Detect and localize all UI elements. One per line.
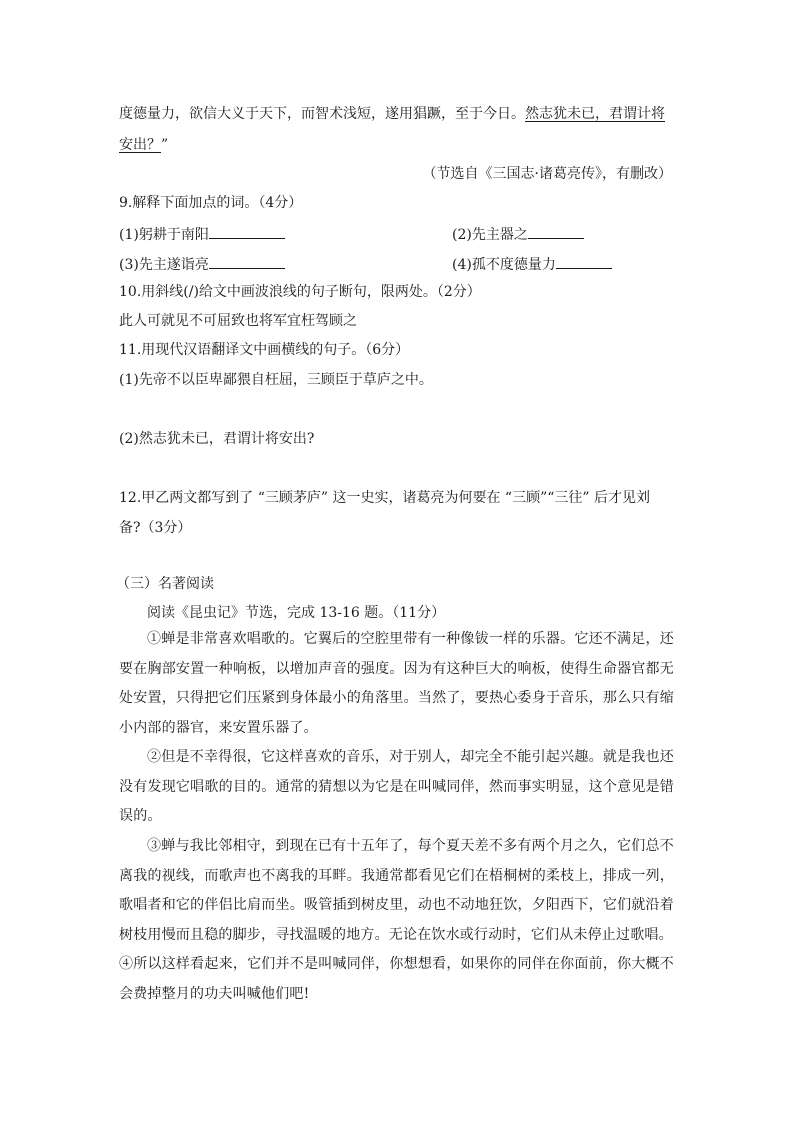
answer-blank[interactable] bbox=[209, 224, 285, 239]
q9-item-label: (2)先主器之 bbox=[452, 227, 528, 243]
underlined-sentence-end: 安出？ bbox=[119, 137, 161, 153]
answer-blank[interactable] bbox=[528, 224, 584, 239]
q12-line-1: 12.甲乙两文都写到了 “三顾茅庐” 这一史实，诸葛亮为何要在 “三顾”“三往” 后才见刘 bbox=[119, 490, 651, 506]
q11-item-2: (2)然志犹未已，君谓计将安出? bbox=[119, 431, 315, 447]
q9-item-label: (1)躬耕于南阳 bbox=[119, 227, 209, 243]
answer-blank[interactable] bbox=[209, 254, 285, 269]
q9-item-label: (3)先主遂诣亮 bbox=[119, 257, 209, 273]
answer-blank[interactable] bbox=[556, 254, 612, 269]
section-3-title: （三）名著阅读 bbox=[116, 576, 214, 592]
q9-item-2 bbox=[452, 224, 584, 245]
reading-paragraph-1: ①蝉是非常喜欢唱歌的。它翼后的空腔里带有一种像钹一样的乐器。它还不满足，还要在胸部安置一种响板，以增加声音的强度。因为有这种巨大的响板，使得生命器官都无处安置，只得把它们压紧到身体最小的角落里。当然了，要热心委身于音乐，那么只有缩小内部的器官，来安置乐器了。 bbox=[119, 631, 674, 736]
reading-paragraph-4: ④所以这样看起来，它们并不是叫喊同伴，你想想看，如果你的同伴在你面前，你大概不会费掉整月的功夫叫喊他们吧! bbox=[119, 956, 674, 1002]
q9-item-1 bbox=[119, 224, 285, 245]
q9-item-label: (4)孤不度德量力 bbox=[452, 257, 556, 273]
passage-text: 度德量力，欲信大义于天下，而智术浅短，遂用猖蹶，至于今日。 bbox=[119, 106, 525, 122]
q9-title: 9.解释下面加点的词。（4分） bbox=[119, 195, 303, 211]
q9-item-4 bbox=[452, 254, 612, 275]
q11-title: 11.用现代汉语翻译文中画横线的句子。（6分） bbox=[119, 342, 410, 358]
underlined-sentence: 然志犹未已，君谓计将 bbox=[525, 106, 665, 122]
closing-quote: ” bbox=[161, 137, 169, 153]
q9-item-3 bbox=[119, 254, 285, 275]
source-note: （节选自《三国志·诸葛亮传》，有删改） bbox=[422, 166, 672, 182]
q10-title: 10.用斜线(/)给文中画波浪线的句子断句，限两处。（2分） bbox=[119, 284, 481, 300]
section-3-instruction: 阅读《昆虫记》节选，完成 13-16 题。（11分） bbox=[147, 605, 446, 621]
passage-end-line-2 bbox=[119, 135, 168, 155]
passage-end-line-1 bbox=[119, 104, 665, 124]
q11-item-1: (1)先帝不以臣卑鄙猥自枉屈，三顾臣于草庐之中。 bbox=[119, 372, 433, 388]
reading-paragraph-2: ②但是不幸得很，它这样喜欢的音乐，对于别人，却完全不能引起兴趣。就是我也还没有发现它唱歌的目的。通常的猜想以为它是在叫喊同伴，然而事实明显，这个意见是错误的。 bbox=[119, 749, 674, 824]
reading-paragraph-3: ③蝉与我比邻相守，到现在已有十五年了，每个夏天差不多有两个月之久，它们总不离我的视线，而歌声也不离我的耳畔。我通常都看见它们在梧桐树的柔枝上，排成一列，歌唱者和它的伴侣比肩而坐。吸管插到树皮里，动也不动地狂饮，夕阳西下，它们就沿着树枝用慢而且稳的脚步，寻找温暖的地方。无论在饮水或行动时，它们从未停止过歌唱。 bbox=[119, 838, 674, 943]
q12-line-2: 备?（3分） bbox=[119, 520, 192, 536]
q10-sentence: 此人可就见不可屈致也将军宜枉驾顾之 bbox=[119, 313, 357, 329]
